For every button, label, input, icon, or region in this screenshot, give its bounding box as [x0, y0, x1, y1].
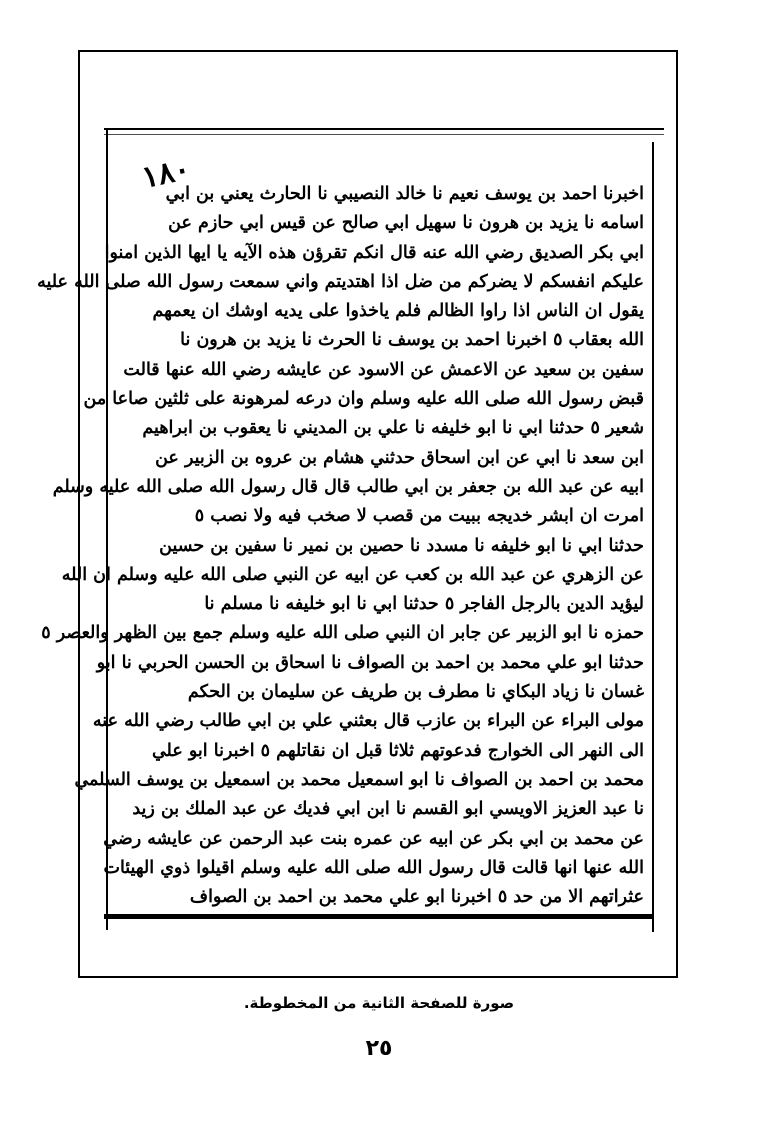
manuscript-line: محمد بن احمد بن الصواف نا ابو اسمعيل محمد بن اسمعيل بن يوسف السلمي: [74, 769, 644, 790]
manuscript-line: سفين بن سعيد عن الاعمش عن الاسود عن عايشه رضي الله عنها قالت: [123, 359, 644, 380]
manuscript-line: الى النهر الى الخوارج فدعوتهم ثلاثا قبل ان نقاتلهم ٥ اخبرنا ابو علي: [151, 740, 644, 761]
manuscript-line: عن محمد بن ابي بكر عن ابيه عن عمره بنت عبد الرحمن عن عايشه رضي: [103, 828, 644, 849]
manuscript-line: عثراتهم الا من حد ٥ اخبرنا ابو علي محمد بن احمد بن الصواف: [189, 887, 644, 908]
manuscript-line: ابي بكر الصديق رضي الله عنه قال انكم تقرؤن هذه الآيه يا ايها الذين امنوا: [104, 242, 644, 263]
manuscript-line: امرت ان ابشر خديجه ببيت من قصب لا صخب فيه ولا نصب ٥: [194, 506, 644, 527]
manuscript-line: مولى البراء عن البراء بن عازب قال بعثني علي بن ابي طالب رضي الله عنه: [92, 711, 644, 732]
manuscript-line: ابن سعد نا ابي عن ابن اسحاق حدثني هشام بن عروه بن الزبير عن: [155, 447, 644, 468]
manuscript-line: حدثنا ابو علي محمد بن احمد بن الصواف نا اسحاق بن الحسن الحربي نا ابو: [96, 652, 644, 673]
manuscript-line: يقول ان الناس اذا راوا الظالم فلم ياخذوا على يديه اوشك ان يعمهم: [152, 301, 644, 322]
manuscript-frame: [37, 50, 678, 978]
manuscript-line: الله بعقاب ٥ اخبرنا احمد بن يوسف نا الحرث نا يزيد بن هرون نا: [180, 330, 644, 351]
manuscript-line: شعير ٥ حدثنا ابي نا ابو خليفه نا علي بن المديني نا يعقوب بن ابراهيم: [142, 418, 644, 439]
manuscript-line: نا عبد العزيز الاويسي ابو القسم نا ابن ابي فديك عن عبد الملك بن زيد: [132, 799, 644, 820]
manuscript-line: غسان نا زياد البكاي نا مطرف بن طريف عن سليمان بن الحكم: [187, 682, 644, 703]
manuscript-line: ابيه عن عبد الله بن جعفر بن ابي طالب قال قال رسول الله صلى الله عليه وسلم: [52, 476, 644, 497]
manuscript-top-rule-inner: [104, 134, 664, 135]
manuscript-right-edge: [652, 142, 654, 932]
page-number: ٢٥: [365, 1036, 393, 1061]
manuscript-line: قبض رسول الله صلى الله عليه وسلم وان درعه لمرهونة على ثلثين صاعا من: [83, 389, 644, 410]
manuscript-text: [37, 180, 644, 912]
manuscript-line: عن الزهري عن عبد الله بن كعب عن ابيه عن النبي صلى الله عليه وسلم ان الله: [61, 564, 644, 585]
manuscript-line: اخبرنا احمد بن يوسف نعيم نا خالد النصيبي نا الحارث يعني بن ابي: [165, 184, 644, 204]
manuscript-bottom-rule: [104, 914, 652, 919]
folio-number: ١٨٠: [138, 151, 194, 196]
figure-caption: صورة للصفحة الثانية من المخطوطة.: [243, 994, 515, 1012]
manuscript-line: الله عنها انها قالت قال رسول الله صلى الله عليه وسلم اقيلوا ذوي الهيئات: [103, 857, 644, 878]
manuscript-line: اسامه نا يزيد بن هرون نا سهيل ابي صالح عن قيس ابي حازم عن: [168, 213, 644, 234]
manuscript-top-rule: [104, 128, 664, 130]
manuscript-line: ليؤيد الدين بالرجل الفاجر ٥ حدثنا ابي نا ابو خليفه نا مسلم نا: [204, 594, 644, 615]
manuscript-line: عليكم انفسكم لا يضركم من ضل اذا اهتديتم واني سمعت رسول الله صلى الله عليه: [37, 271, 644, 292]
manuscript-line: حدثنا ابي نا ابو خليفه نا مسدد نا حصين بن نمير نا سفين بن حسين: [159, 535, 644, 556]
manuscript-line: حمزه نا ابو الزبير عن جابر ان النبي صلى الله عليه وسلم جمع بين الظهر والعصر ٥: [41, 623, 644, 644]
